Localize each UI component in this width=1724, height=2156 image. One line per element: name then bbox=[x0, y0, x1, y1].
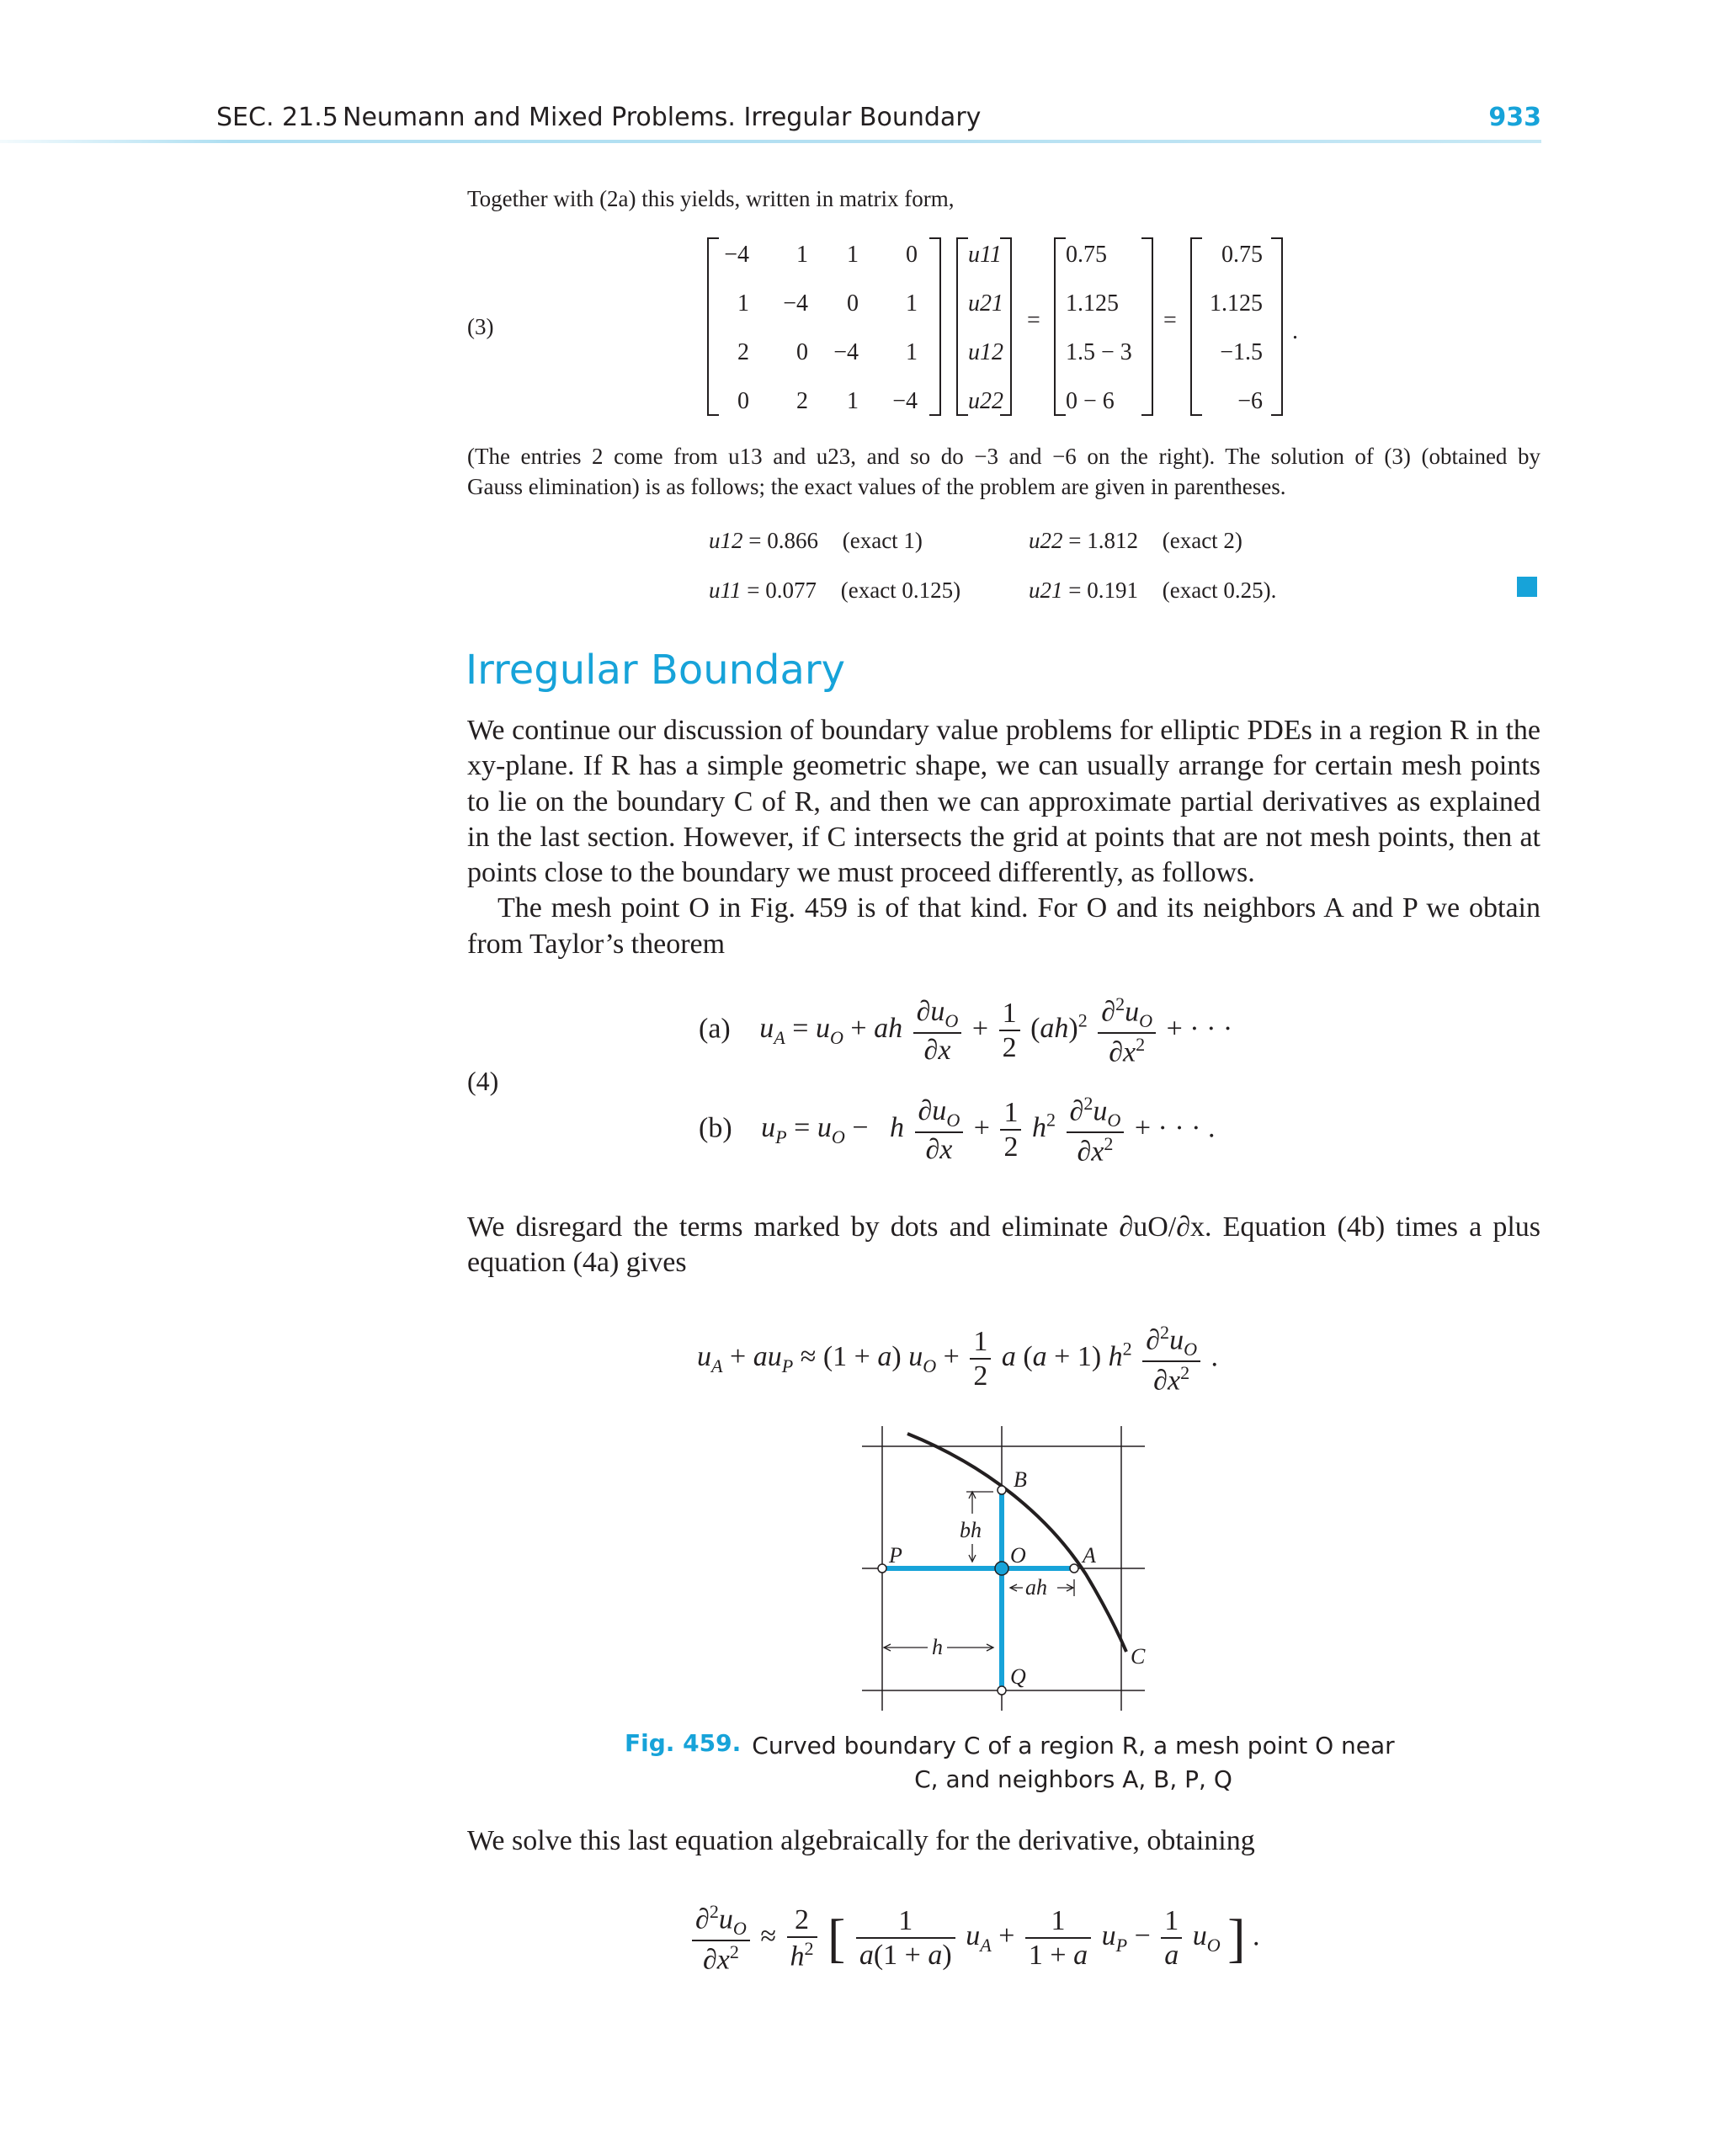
solution-value: = 0.077 bbox=[747, 578, 817, 603]
solution-lhs: u11 bbox=[709, 578, 742, 603]
section-heading: Irregular Boundary bbox=[466, 647, 846, 694]
rhs2-entry: −6 bbox=[1237, 388, 1263, 414]
label-a: A bbox=[1083, 1543, 1096, 1568]
running-header-title: Neumann and Mixed Problems. Irregular Boundary bbox=[343, 103, 982, 132]
running-header-section: SEC. 21.5 bbox=[216, 103, 338, 132]
rhs2-bracket-right bbox=[1271, 237, 1283, 416]
solution-exact: (exact 0.25). bbox=[1162, 578, 1277, 603]
matrix-entry: 0 bbox=[906, 242, 918, 268]
body-text-block bbox=[467, 713, 1540, 962]
solution-u12 bbox=[709, 528, 923, 554]
end-of-example-square-icon bbox=[1517, 577, 1537, 597]
matrix-entry: 1 bbox=[847, 242, 859, 268]
equals-sign-1: = bbox=[1027, 307, 1040, 333]
figure-caption-label: Fig. 459. bbox=[625, 1729, 742, 1757]
label-p: P bbox=[889, 1543, 902, 1568]
eq3-period: . bbox=[1292, 318, 1298, 344]
paragraph-3-block bbox=[467, 1210, 1540, 1281]
unknown-entry: u11 bbox=[968, 242, 1002, 268]
solution-exact: (exact 2) bbox=[1162, 528, 1242, 553]
rhs1-entry: 0 − 6 bbox=[1066, 388, 1115, 414]
solution-exact: (exact 1) bbox=[842, 528, 923, 553]
figure-459 bbox=[842, 1414, 1162, 1711]
note-para-line1: (The entries 2 come from u13 and u23, and so do −3 and −6 on the right). The solution of (3) (obtained by bbox=[467, 444, 1540, 469]
rhs2-bracket-left bbox=[1190, 237, 1202, 416]
unknowns-bracket-left bbox=[956, 237, 968, 416]
solution-lhs: u22 bbox=[1029, 528, 1063, 553]
matrix-entry: −4 bbox=[724, 242, 749, 268]
solution-u11 bbox=[709, 578, 960, 604]
unknown-entry: u12 bbox=[968, 339, 1003, 365]
matrix-entry: 1 bbox=[906, 290, 918, 317]
unknown-entry: u21 bbox=[968, 290, 1003, 317]
rhs1-entry: 1.5 − 3 bbox=[1066, 339, 1132, 365]
matrix-bracket-right bbox=[929, 237, 941, 416]
matrix-entry: 1 bbox=[796, 242, 808, 268]
final-equation: $\frac{\partial^2u_O}{\partial x^2}$ ≈ $\frac{2}{h^2}$ [ $\frac{1}{a(1 + a)}$ $u_A$ + $\frac{1}{1 + a}$ $u_P$ − $\frac{1}{a}$ $u_O$ ] . bbox=[689, 1901, 1260, 1976]
eq4a: (a) $u_A = u_O$ + ah $\frac{\partial u_O}{\partial x}$ + $\frac{1}{2}$ (ah)$^2$ $\frac{\partial^2u_O}{\partial x^2}$ + · · · bbox=[699, 993, 1233, 1067]
paragraph-1: We continue our discussion of boundary value problems for elliptic PDEs in a region R in the xy-plane. If R has a simple geometric shape, we can usually arrange for certain mesh points to lie on the boundary C of R, and then we can approximate partial derivatives as explained in the last section. However, if C intersects the grid at points that are not mesh points, then at points close to the boundary we must proceed differently, as follows. bbox=[467, 715, 1540, 889]
combined-equation: $u_A + au_P \approx (1 + a) u_O$ + $\frac{1}{2}$ a (a + 1) $h^2$ $\frac{\partial^2u_O}{\partial x^2}$ . bbox=[697, 1322, 1219, 1396]
equals-sign-2: = bbox=[1163, 307, 1177, 333]
paragraph-4: We solve this last equation algebraically for the derivative, obtaining bbox=[467, 1825, 1255, 1856]
dimension-markers bbox=[884, 1492, 1074, 1651]
rhs1-bracket-left bbox=[1054, 237, 1066, 416]
mesh-point-o bbox=[995, 1562, 1008, 1575]
rhs2-entry: 1.125 bbox=[1210, 290, 1263, 317]
eq4-number: (4) bbox=[467, 1066, 499, 1096]
solution-u22 bbox=[1029, 528, 1242, 554]
paragraph-3: We disregard the terms marked by dots and eliminate ∂uO/∂x. Equation (4b) times a plus equation (4a) gives bbox=[467, 1211, 1540, 1279]
label-bh: bh bbox=[960, 1518, 982, 1542]
figure-labels bbox=[888, 1467, 1146, 1689]
eq4b: (b) $u_P = u_O - h$ $\frac{\partial u_O}{\partial x}$ + $\frac{1}{2}$ $h^2$ $\frac{\partial^2u_O}{\partial x^2}$ + · · · . bbox=[699, 1093, 1216, 1167]
solution-exact: (exact 0.125) bbox=[840, 578, 961, 603]
label-o: O bbox=[1010, 1543, 1026, 1568]
matrix-entry: 0 bbox=[737, 388, 749, 414]
matrix-entry: 2 bbox=[737, 339, 749, 365]
matrix-entry: 0 bbox=[796, 339, 808, 365]
eq4a-label: (a) bbox=[699, 1013, 731, 1045]
rhs2-entry: 0.75 bbox=[1221, 242, 1263, 268]
label-b: B bbox=[1014, 1467, 1027, 1492]
header-rule bbox=[0, 140, 1541, 143]
rhs2-entry: −1.5 bbox=[1220, 339, 1263, 365]
matrix-entry: 1 bbox=[847, 388, 859, 414]
solution-lhs: u12 bbox=[709, 528, 743, 553]
page-number: 933 bbox=[1488, 103, 1541, 132]
matrix-entry: −4 bbox=[892, 388, 918, 414]
matrix-entry: −4 bbox=[783, 290, 808, 317]
label-h: h bbox=[932, 1635, 943, 1659]
label-q: Q bbox=[1010, 1664, 1026, 1689]
matrix-entry: 1 bbox=[737, 290, 749, 317]
paragraph-2: The mesh point O in Fig. 459 is of that kind. For O and its neighbors A and P we obtain from Taylor’s theorem bbox=[467, 892, 1540, 960]
eq4b-label: (b) bbox=[699, 1112, 732, 1144]
solution-value: = 0.191 bbox=[1068, 578, 1138, 603]
label-ah: ah bbox=[1025, 1575, 1047, 1600]
eq3-number: (3) bbox=[467, 314, 494, 339]
matrix-entry: 1 bbox=[906, 339, 918, 365]
figure-caption-text: Curved boundary C of a region R, a mesh point O near C, and neighbors A, B, P, Q bbox=[752, 1732, 1395, 1793]
solution-lhs: u21 bbox=[1029, 578, 1063, 603]
rhs1-bracket-right bbox=[1141, 237, 1153, 416]
note-para-line2: Gauss elimination) is as follows; the exact values of the problem are given in parentheses. bbox=[467, 474, 1286, 499]
rhs1-entry: 1.125 bbox=[1066, 290, 1119, 317]
rhs1-entry: 0.75 bbox=[1066, 242, 1107, 268]
unknown-entry: u22 bbox=[968, 388, 1003, 414]
solution-value: = 0.866 bbox=[748, 528, 818, 553]
matrix-entry: 2 bbox=[796, 388, 808, 414]
matrix-entry: 0 bbox=[847, 290, 859, 317]
matrix-entry: −4 bbox=[833, 339, 859, 365]
solution-value: = 1.812 bbox=[1068, 528, 1138, 553]
label-c: C bbox=[1131, 1644, 1146, 1669]
intro-line: Together with (2a) this yields, written in matrix form, bbox=[467, 186, 955, 211]
solution-u21 bbox=[1029, 578, 1276, 604]
paragraph-4-block bbox=[467, 1823, 1540, 1859]
